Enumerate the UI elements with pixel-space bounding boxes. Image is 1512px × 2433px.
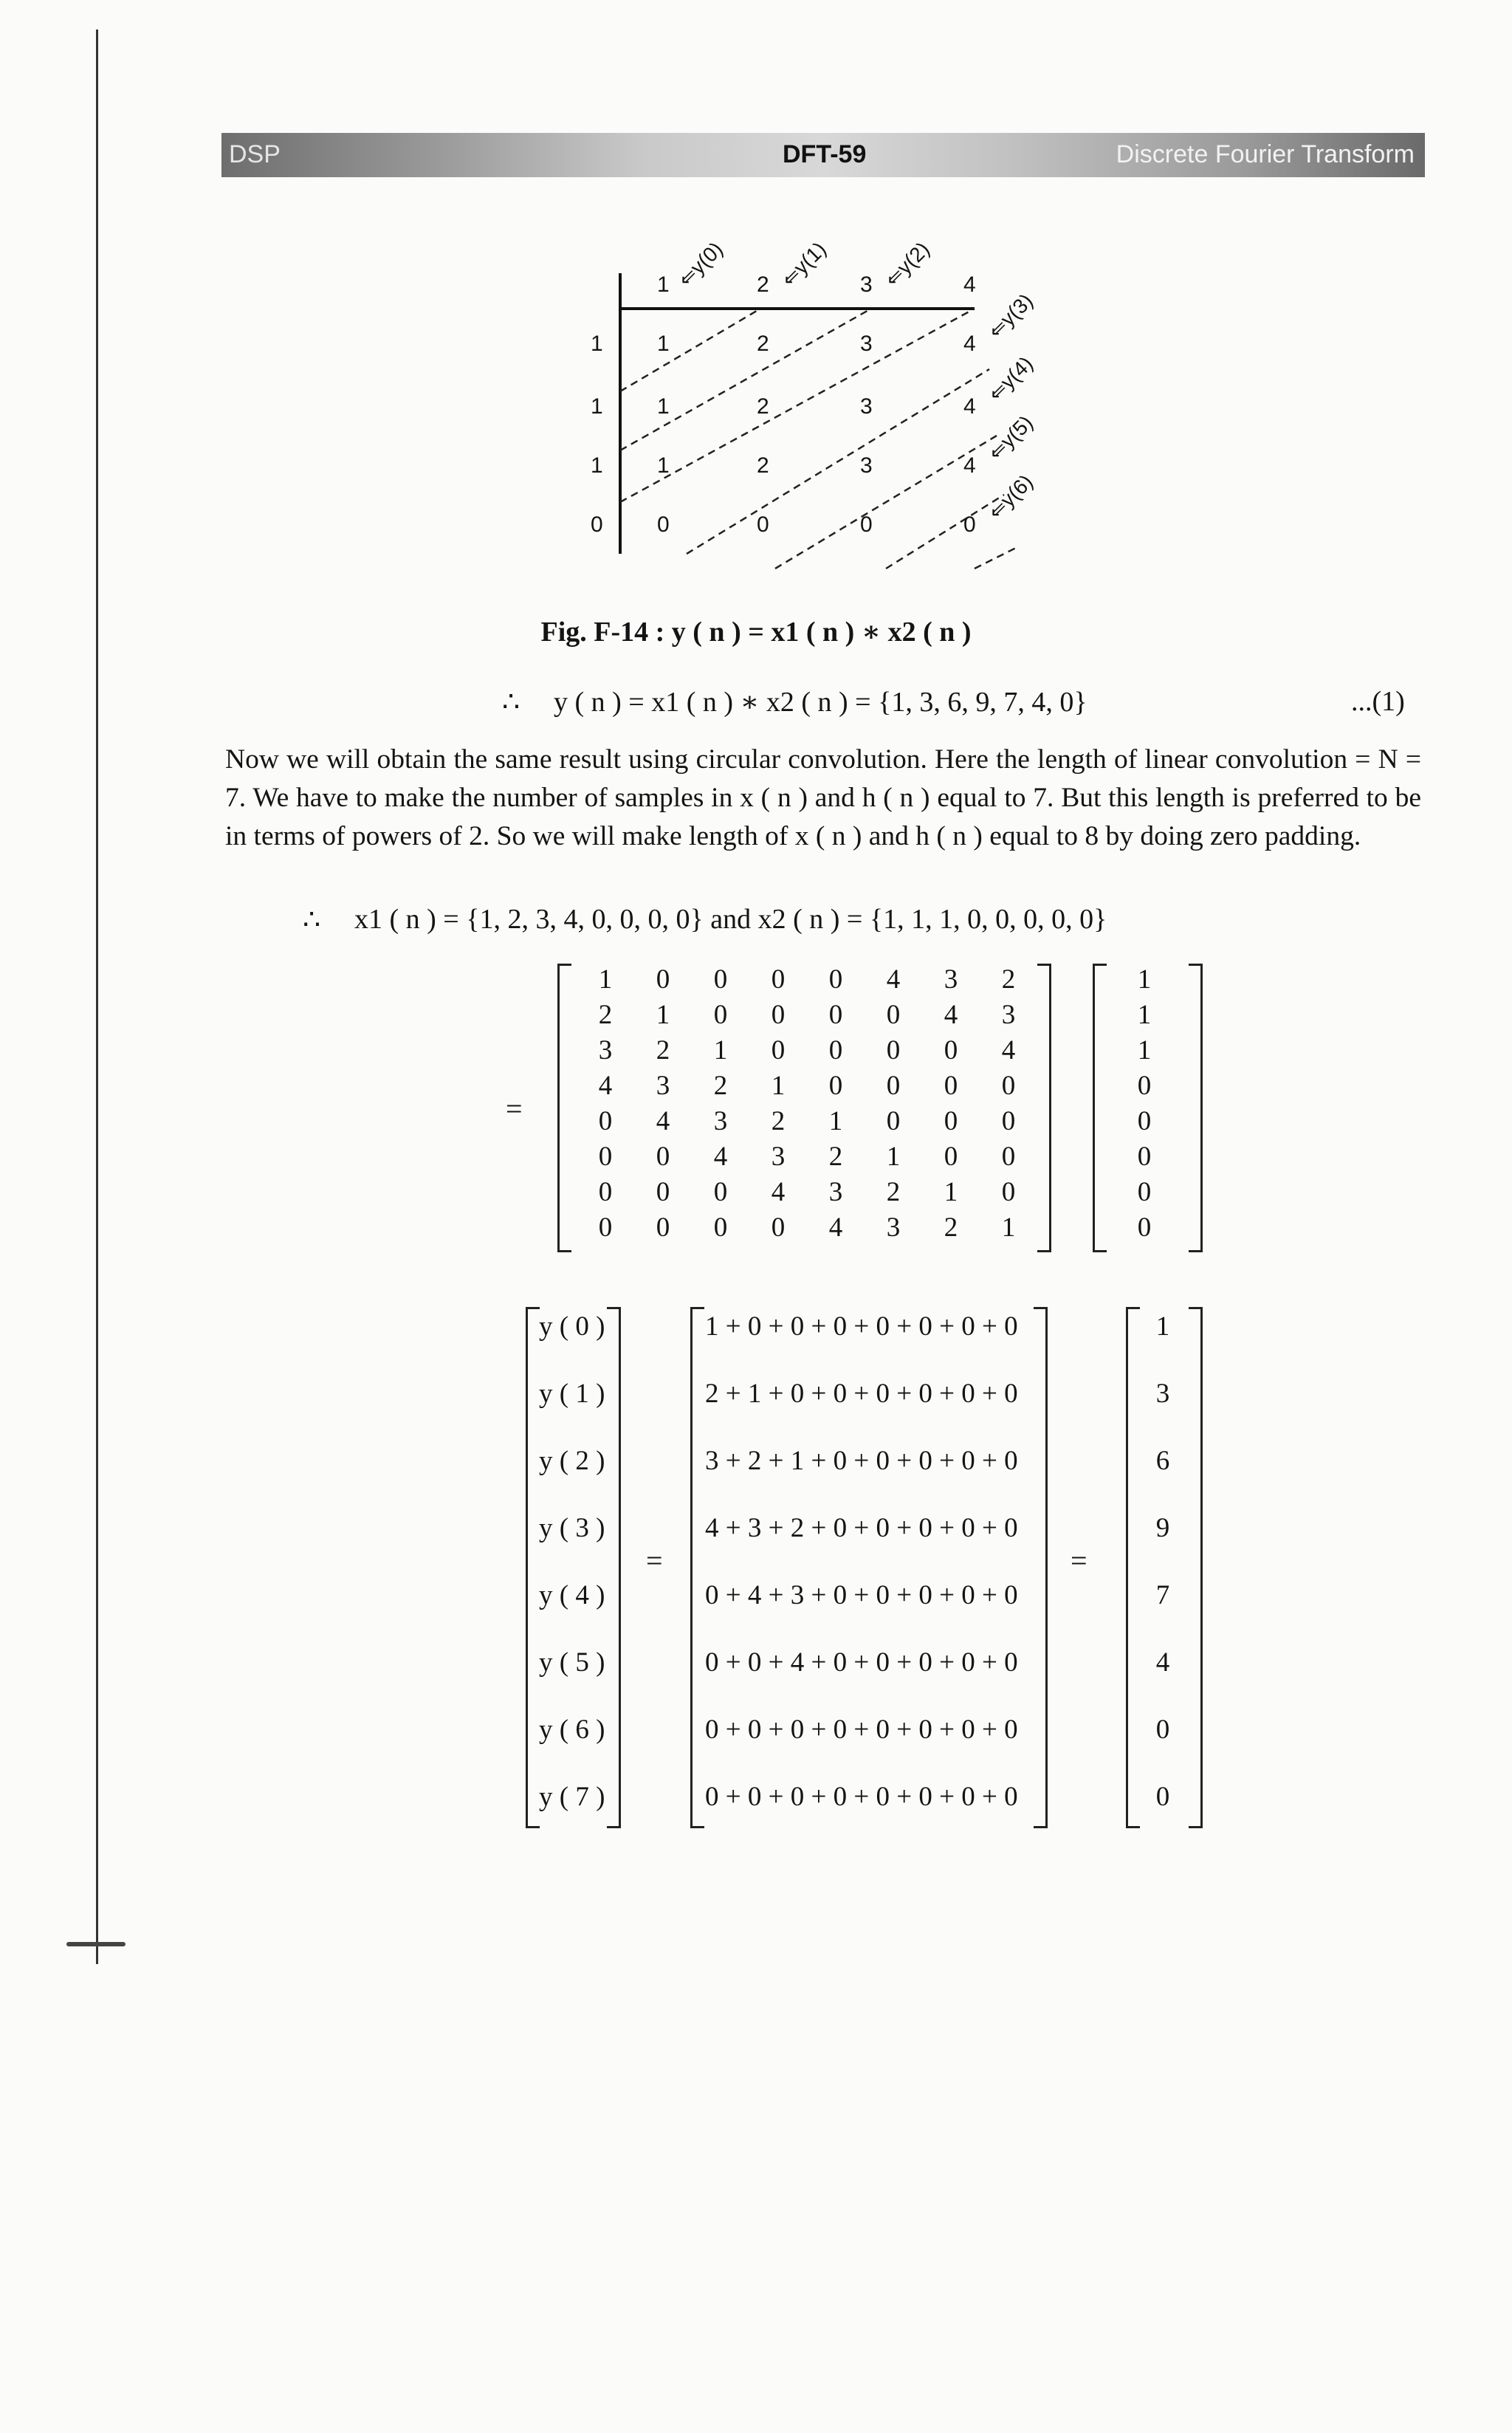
matrix-cell: 2 — [713, 1071, 728, 1101]
grid-cell: 0 — [860, 512, 873, 537]
vector-right-bracket — [1189, 964, 1203, 1252]
sum-expression: 3 + 2 + 1 + 0 + 0 + 0 + 0 + 0 — [705, 1446, 1018, 1476]
matrix-cell: 4 — [713, 1142, 728, 1172]
vector-cell: 1 — [1137, 964, 1152, 995]
matrix-cell: 0 — [713, 1212, 728, 1243]
binding-margin-line — [96, 30, 98, 1964]
diagonal-y-label: ⇐y(2) — [880, 237, 934, 292]
matrix-equals-sign: = — [506, 1092, 523, 1125]
matrix-cell: 3 — [598, 1035, 613, 1065]
grid-cell: 3 — [860, 332, 873, 356]
matrix-cell: 2 — [944, 1212, 958, 1243]
grid-cell: 4 — [963, 332, 976, 356]
matrix-cell: 0 — [1001, 1106, 1016, 1136]
matrix-cell: 0 — [771, 1035, 786, 1065]
matrix-cell: 0 — [713, 1000, 728, 1030]
result-left-bracket — [1126, 1307, 1140, 1828]
body-paragraph: Now we will obtain the same result using circular convolution. Here the length of linear convolution = N = 7. We have to make the number of samples in x ( n ) and h ( n ) equal to 7. But this length is preferred to be in terms of powers of 2. So we will make length of x ( n ) and h ( n ) equal to 8 by doing zero padding. — [225, 744, 1421, 851]
matrix-cell: 2 — [598, 1000, 613, 1030]
matrix-right-bracket — [1037, 964, 1051, 1252]
matrix-cell: 1 — [656, 1000, 670, 1030]
matrix-cell: 1 — [944, 1177, 958, 1207]
matrix-cell: 3 — [713, 1106, 728, 1136]
vector-cell: 1 — [1137, 1035, 1152, 1065]
grid-cell: 2 — [757, 332, 769, 356]
matrix-cell: 0 — [771, 1000, 786, 1030]
matrix-cell: 0 — [713, 1177, 728, 1207]
matrix-cell: 0 — [656, 1212, 670, 1243]
vector-cell: 0 — [1137, 1212, 1152, 1243]
grid-cell: 3 — [860, 394, 873, 419]
matrix-cell: 0 — [656, 1142, 670, 1172]
sum-expression: 2 + 1 + 0 + 0 + 0 + 0 + 0 + 0 — [705, 1379, 1018, 1409]
matrix-left-bracket — [557, 964, 571, 1252]
matrix-cell: 0 — [598, 1106, 613, 1136]
sum-expression: 0 + 0 + 0 + 0 + 0 + 0 + 0 + 0 — [705, 1782, 1018, 1812]
y-label: y ( 3 ) — [539, 1513, 605, 1543]
header-chapter: Discrete Fourier Transform — [1116, 140, 1415, 168]
matrix-cell: 2 — [1001, 964, 1016, 995]
matrix-cell: 0 — [771, 1212, 786, 1243]
header-page-number: DFT-59 — [783, 140, 867, 168]
matrix-cell: 0 — [886, 1106, 901, 1136]
top-value: 3 — [860, 272, 873, 297]
grid-cell: 0 — [757, 512, 769, 537]
diagonal-y-label: ⇐y(0) — [673, 237, 727, 292]
eq2-expression: x1 ( n ) = {1, 2, 3, 4, 0, 0, 0, 0} and x2 ( n ) = {1, 1, 1, 0, 0, 0, 0, 0} — [354, 904, 1107, 935]
result-equals-sign: = — [1071, 1544, 1087, 1577]
matrix-cell: 0 — [828, 1000, 843, 1030]
top-value: 4 — [963, 272, 976, 297]
eq2-therefore: ∴ — [303, 905, 321, 936]
vector-cell: 0 — [1137, 1142, 1152, 1172]
sum-expression: 0 + 4 + 3 + 0 + 0 + 0 + 0 + 0 — [705, 1580, 1018, 1610]
result-value: 7 — [1155, 1580, 1170, 1610]
matrix-cell: 4 — [828, 1212, 843, 1243]
top-value: 2 — [757, 272, 769, 297]
side-value: 0 — [591, 512, 603, 537]
diagonal-y-label: ⇐y(3) — [983, 289, 1037, 343]
eq1-expression: y ( n ) = x1 ( n ) ∗ x2 ( n ) = {1, 3, 6, 9, 7, 4, 0} — [554, 687, 1087, 718]
matrix-cell: 3 — [656, 1071, 670, 1101]
matrix-cell: 4 — [944, 1000, 958, 1030]
y-label: y ( 6 ) — [539, 1715, 605, 1745]
matrix-cell: 0 — [944, 1035, 958, 1065]
sum-right-bracket — [1034, 1307, 1048, 1828]
grid-cell: 1 — [657, 394, 670, 419]
eq1-therefore: ∴ — [502, 687, 520, 718]
matrix-cell: 4 — [598, 1071, 613, 1101]
matrix-cell: 0 — [944, 1071, 958, 1101]
y-label: y ( 4 ) — [539, 1580, 605, 1610]
result-value: 9 — [1155, 1513, 1170, 1543]
vector-cell: 0 — [1137, 1106, 1152, 1136]
vector-cell: 1 — [1137, 1000, 1152, 1030]
matrix-cell: 1 — [886, 1142, 901, 1172]
matrix-cell: 0 — [771, 964, 786, 995]
matrix-cell: 1 — [771, 1071, 786, 1101]
side-value: 1 — [591, 394, 603, 419]
matrix-cell: 2 — [828, 1142, 843, 1172]
sum-expression: 0 + 0 + 4 + 0 + 0 + 0 + 0 + 0 — [705, 1647, 1018, 1678]
matrix-cell: 0 — [598, 1177, 613, 1207]
matrix-cell: 0 — [886, 1035, 901, 1065]
header-subject: DSP — [229, 140, 281, 168]
figure-caption: Fig. F-14 : y ( n ) = x1 ( n ) ∗ x2 ( n ) — [540, 617, 972, 648]
sum-expression: 0 + 0 + 0 + 0 + 0 + 0 + 0 + 0 — [705, 1715, 1018, 1745]
matrix-cell: 3 — [944, 964, 958, 995]
grid-cell: 0 — [657, 512, 670, 537]
matrix-cell: 2 — [771, 1106, 786, 1136]
matrix-cell: 3 — [886, 1212, 901, 1243]
matrix-cell: 0 — [944, 1142, 958, 1172]
matrix-cell: 3 — [771, 1142, 786, 1172]
y-label: y ( 5 ) — [539, 1647, 605, 1678]
matrix-cell: 4 — [886, 964, 901, 995]
sum-expression: 1 + 0 + 0 + 0 + 0 + 0 + 0 + 0 — [705, 1311, 1018, 1342]
convolution-table-figure — [576, 237, 1137, 576]
matrix-cell: 0 — [886, 1000, 901, 1030]
top-value: 1 — [657, 272, 670, 297]
page-header — [221, 133, 1425, 177]
grid-cell: 2 — [757, 453, 769, 478]
result-value: 4 — [1155, 1647, 1170, 1678]
matrix-cell: 0 — [1001, 1071, 1016, 1101]
grid-cell: 4 — [963, 394, 976, 419]
y-label: y ( 2 ) — [539, 1446, 605, 1476]
matrix-cell: 0 — [1001, 1142, 1016, 1172]
diagonal-y-label: ⇐y(4) — [983, 351, 1037, 406]
binding-margin-hook — [66, 1942, 126, 1946]
matrix-cell: 0 — [656, 964, 670, 995]
matrix-cell: 2 — [886, 1177, 901, 1207]
matrix-cell: 0 — [828, 1035, 843, 1065]
grid-cell: 1 — [657, 453, 670, 478]
grid-cell: 0 — [963, 512, 976, 537]
matrix-cell: 4 — [771, 1177, 786, 1207]
y-label: y ( 0 ) — [539, 1311, 605, 1342]
matrix-cell: 1 — [1001, 1212, 1016, 1243]
matrix-cell: 4 — [656, 1106, 670, 1136]
matrix-cell: 4 — [1001, 1035, 1016, 1065]
matrix-cell: 1 — [828, 1106, 843, 1136]
result-value: 1 — [1155, 1311, 1170, 1342]
diagonal-dashed-lines — [620, 309, 1019, 569]
vector-cell: 0 — [1137, 1177, 1152, 1207]
side-value: 1 — [591, 332, 603, 356]
matrix-cell: 0 — [1001, 1177, 1016, 1207]
sum-equals-sign: = — [646, 1544, 663, 1577]
matrix-cell: 0 — [828, 1071, 843, 1101]
matrix-cell: 3 — [1001, 1000, 1016, 1030]
result-value: 3 — [1155, 1379, 1170, 1409]
result-value: 0 — [1155, 1782, 1170, 1812]
grid-cell: 1 — [657, 332, 670, 356]
y-label: y ( 7 ) — [539, 1782, 605, 1812]
matrix-cell: 0 — [713, 964, 728, 995]
diagonal-y-label: ⇐y(6) — [983, 470, 1037, 524]
result-value: 6 — [1155, 1446, 1170, 1476]
sum-expression: 4 + 3 + 2 + 0 + 0 + 0 + 0 + 0 — [705, 1513, 1018, 1543]
matrix-cell: 0 — [828, 964, 843, 995]
result-value: 0 — [1155, 1715, 1170, 1745]
matrix-cell: 0 — [886, 1071, 901, 1101]
sum-left-bracket — [690, 1307, 704, 1828]
grid-cell: 3 — [860, 453, 873, 478]
result-right-bracket — [1189, 1307, 1203, 1828]
grid-cell: 2 — [757, 394, 769, 419]
vector-left-bracket — [1093, 964, 1107, 1252]
eq1-number: ...(1) — [1351, 686, 1405, 717]
matrix-cell: 3 — [828, 1177, 843, 1207]
matrix-cell: 1 — [598, 964, 613, 995]
y-left-bracket — [526, 1307, 540, 1828]
vector-cell: 0 — [1137, 1071, 1152, 1101]
matrix-cell: 0 — [598, 1212, 613, 1243]
matrix-cell: 0 — [656, 1177, 670, 1207]
y-label: y ( 1 ) — [539, 1379, 605, 1409]
matrix-cell: 1 — [713, 1035, 728, 1065]
grid-cell: 4 — [963, 453, 976, 478]
matrix-cell: 0 — [944, 1106, 958, 1136]
y-right-bracket — [607, 1307, 621, 1828]
matrix-cell: 0 — [598, 1142, 613, 1172]
side-value: 1 — [591, 453, 603, 478]
diagonal-y-label: ⇐y(1) — [777, 237, 831, 292]
matrix-cell: 2 — [656, 1035, 670, 1065]
diagonal-y-label: ⇐y(5) — [983, 411, 1037, 465]
